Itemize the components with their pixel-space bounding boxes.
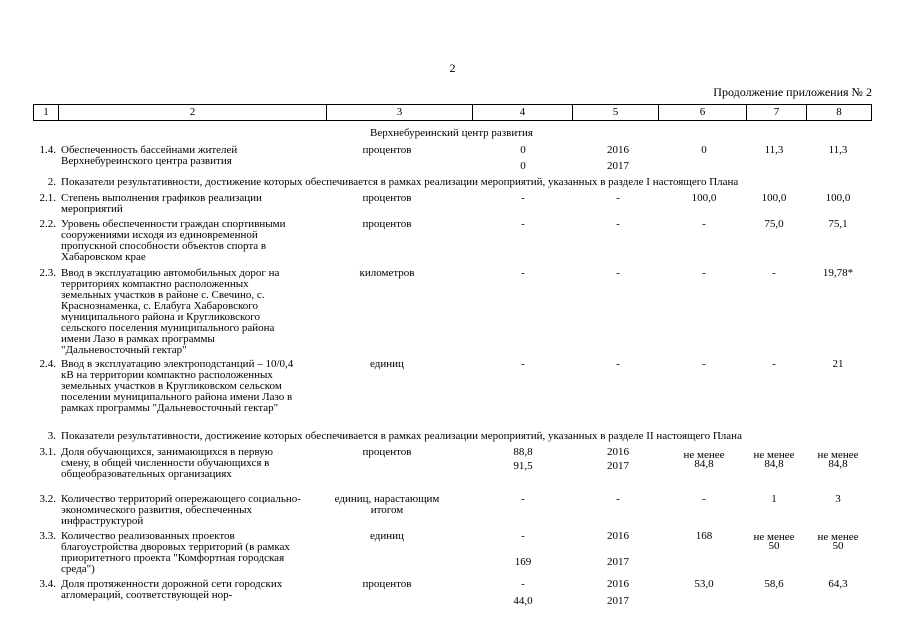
target-col-8: 64,3 — [828, 578, 848, 590]
target-col-6: 53,0 — [694, 578, 714, 590]
unit-of-measure: процентов — [362, 446, 412, 458]
target-col-7: 11,3 — [764, 144, 784, 156]
target-col-7: не менее — [753, 531, 795, 543]
baseline-year: - — [616, 218, 620, 230]
unit-of-measure: единиц — [370, 358, 404, 370]
target-col-8: 19,78* — [822, 267, 854, 279]
baseline-value: 44,0 — [513, 595, 533, 607]
header-col-5: 5 — [573, 105, 659, 120]
target-col-7: 50 — [768, 540, 780, 552]
row-number: 3.4. — [39, 578, 56, 590]
baseline-value: 91,5 — [513, 460, 533, 472]
target-col-8: 3 — [835, 493, 841, 505]
target-col-6: 100,0 — [691, 192, 717, 204]
indicator-name: Количество территорий опережающего социально-экономического развития, обеспеченных инфраструктурой — [61, 493, 301, 527]
indicator-name: Доля обучающихся, занимающихся в первую смену, в общей численности обучающихся в общеобразовательных организациях — [61, 446, 273, 480]
baseline-year: - — [616, 358, 620, 370]
baseline-year: 2017 — [607, 556, 629, 568]
baseline-value: 169 — [514, 556, 532, 568]
unit-of-measure: процентов — [362, 192, 412, 204]
header-col-8: 8 — [836, 106, 842, 118]
header-col-2: 2 — [59, 105, 327, 120]
target-col-7: 84,8 — [764, 458, 784, 470]
continuation-note: Продолжение приложения № 2 — [713, 85, 872, 99]
indicator-name: Количество реализованных проектов благоустройства дворовых территорий (в рамках приоритетного проекта "Комфортная городская среда") — [61, 530, 290, 575]
unit-of-measure: единиц — [370, 530, 404, 542]
row-number: 2.1. — [39, 192, 56, 204]
row-number: 3.1. — [39, 446, 56, 458]
target-col-8: 100,0 — [825, 192, 851, 204]
baseline-value: - — [521, 218, 525, 230]
baseline-year: - — [616, 192, 620, 204]
target-col-7: - — [772, 358, 776, 370]
baseline-value: - — [521, 192, 525, 204]
baseline-value: - — [521, 578, 525, 590]
header-col-3: 3 — [327, 105, 473, 120]
target-col-6: не менее — [683, 449, 725, 461]
target-col-8: не менее — [817, 449, 859, 461]
baseline-value: 0 — [520, 144, 526, 156]
header-col-4: 4 — [473, 105, 573, 120]
target-col-8: не менее — [817, 531, 859, 543]
indicator-name: Степень выполнения графиков реализации мероприятий — [61, 192, 262, 215]
section-text: Показатели результативности, достижение которых обеспечивается в рамках реализации мероприятий, указанных в разделе II настоящего Плана — [61, 430, 742, 442]
row-number: 1.4. — [39, 144, 56, 156]
target-col-6: - — [702, 358, 706, 370]
unit-of-measure: процентов — [362, 218, 412, 230]
row-number: 2.3. — [39, 267, 56, 279]
baseline-value: - — [521, 530, 525, 542]
baseline-value: - — [521, 493, 525, 505]
baseline-year: 2016 — [607, 144, 629, 156]
row-number: 2.4. — [39, 358, 56, 370]
baseline-value: 0 — [520, 160, 526, 172]
section-text: Показатели результативности, достижение которых обеспечивается в рамках реализации мероприятий, указанных в разделе I настоящего Плана — [61, 176, 739, 188]
indicator-name: Обеспеченность бассейнами жителей Верхнебуреинского центра развития — [61, 144, 238, 167]
baseline-year: 2017 — [607, 160, 629, 172]
target-col-6: - — [702, 493, 706, 505]
baseline-year: - — [616, 267, 620, 279]
row-number: 3.2. — [39, 493, 56, 505]
baseline-year: 2017 — [607, 595, 629, 607]
indicator-name: Уровень обеспеченности граждан спортивными сооружениями исходя из единовременной пропускной способности объектов спорта в Хабаровском крае — [61, 218, 286, 263]
target-col-8: 50 — [832, 540, 844, 552]
unit-of-measure: единиц, нарастающим итогом — [334, 493, 440, 516]
target-col-6: 168 — [695, 530, 713, 542]
row-number: 3. — [47, 430, 56, 442]
target-col-7: 1 — [771, 493, 777, 505]
header-col-6: 6 — [659, 105, 747, 120]
baseline-year: 2016 — [607, 578, 629, 590]
section-title: Верхнебуреинский центр развития — [370, 127, 533, 139]
baseline-year: 2016 — [607, 530, 629, 542]
target-col-7: 58,6 — [764, 578, 784, 590]
header-col-1: 1 — [34, 105, 59, 120]
target-col-8: 11,3 — [828, 144, 848, 156]
target-col-7: 100,0 — [761, 192, 787, 204]
baseline-year: - — [616, 493, 620, 505]
row-number: 3.3. — [39, 530, 56, 542]
target-col-7: не менее — [753, 449, 795, 461]
baseline-value: 88,8 — [513, 446, 533, 458]
baseline-value: - — [521, 267, 525, 279]
baseline-year: 2016 — [607, 446, 629, 458]
indicator-name: Ввод в эксплуатацию электроподстанций – 10/0,4 кВ на территории компактно расположенных земельных участков в Кругликовском сельском поселении муниципального района имени Лазо в рамках программы "Дальневосточный гектар" — [61, 358, 294, 414]
target-col-6: - — [702, 218, 706, 230]
indicator-name: Доля протяженности дорожной сети городских агломераций, соответствующей нор- — [61, 578, 283, 601]
page-number: 2 — [449, 61, 456, 75]
target-col-8: 84,8 — [828, 458, 848, 470]
target-col-6: 0 — [701, 144, 707, 156]
baseline-year: 2017 — [607, 460, 629, 472]
indicator-name: Ввод в эксплуатацию автомобильных дорог на территориях компактно расположенных земельных участков в районе с. Свечино, с. Краснознаменка, с. Елабуга Хабаровского муниципального района и Кругликовского сельского поселения муниципального района имени Лазо в рамках программы "Дальневосточный гектар" — [61, 267, 280, 356]
target-col-6: 84,8 — [694, 458, 714, 470]
baseline-value: - — [521, 358, 525, 370]
table-header — [33, 104, 872, 121]
target-col-8: 75,1 — [828, 218, 848, 230]
target-col-6: - — [702, 267, 706, 279]
row-number: 2.2. — [39, 218, 56, 230]
unit-of-measure: процентов — [362, 144, 412, 156]
unit-of-measure: километров — [359, 267, 415, 279]
row-number: 2. — [47, 176, 56, 188]
unit-of-measure: процентов — [362, 578, 412, 590]
target-col-8: 21 — [832, 358, 844, 370]
target-col-7: 75,0 — [764, 218, 784, 230]
header-col-7: 7 — [747, 105, 807, 120]
target-col-7: - — [772, 267, 776, 279]
